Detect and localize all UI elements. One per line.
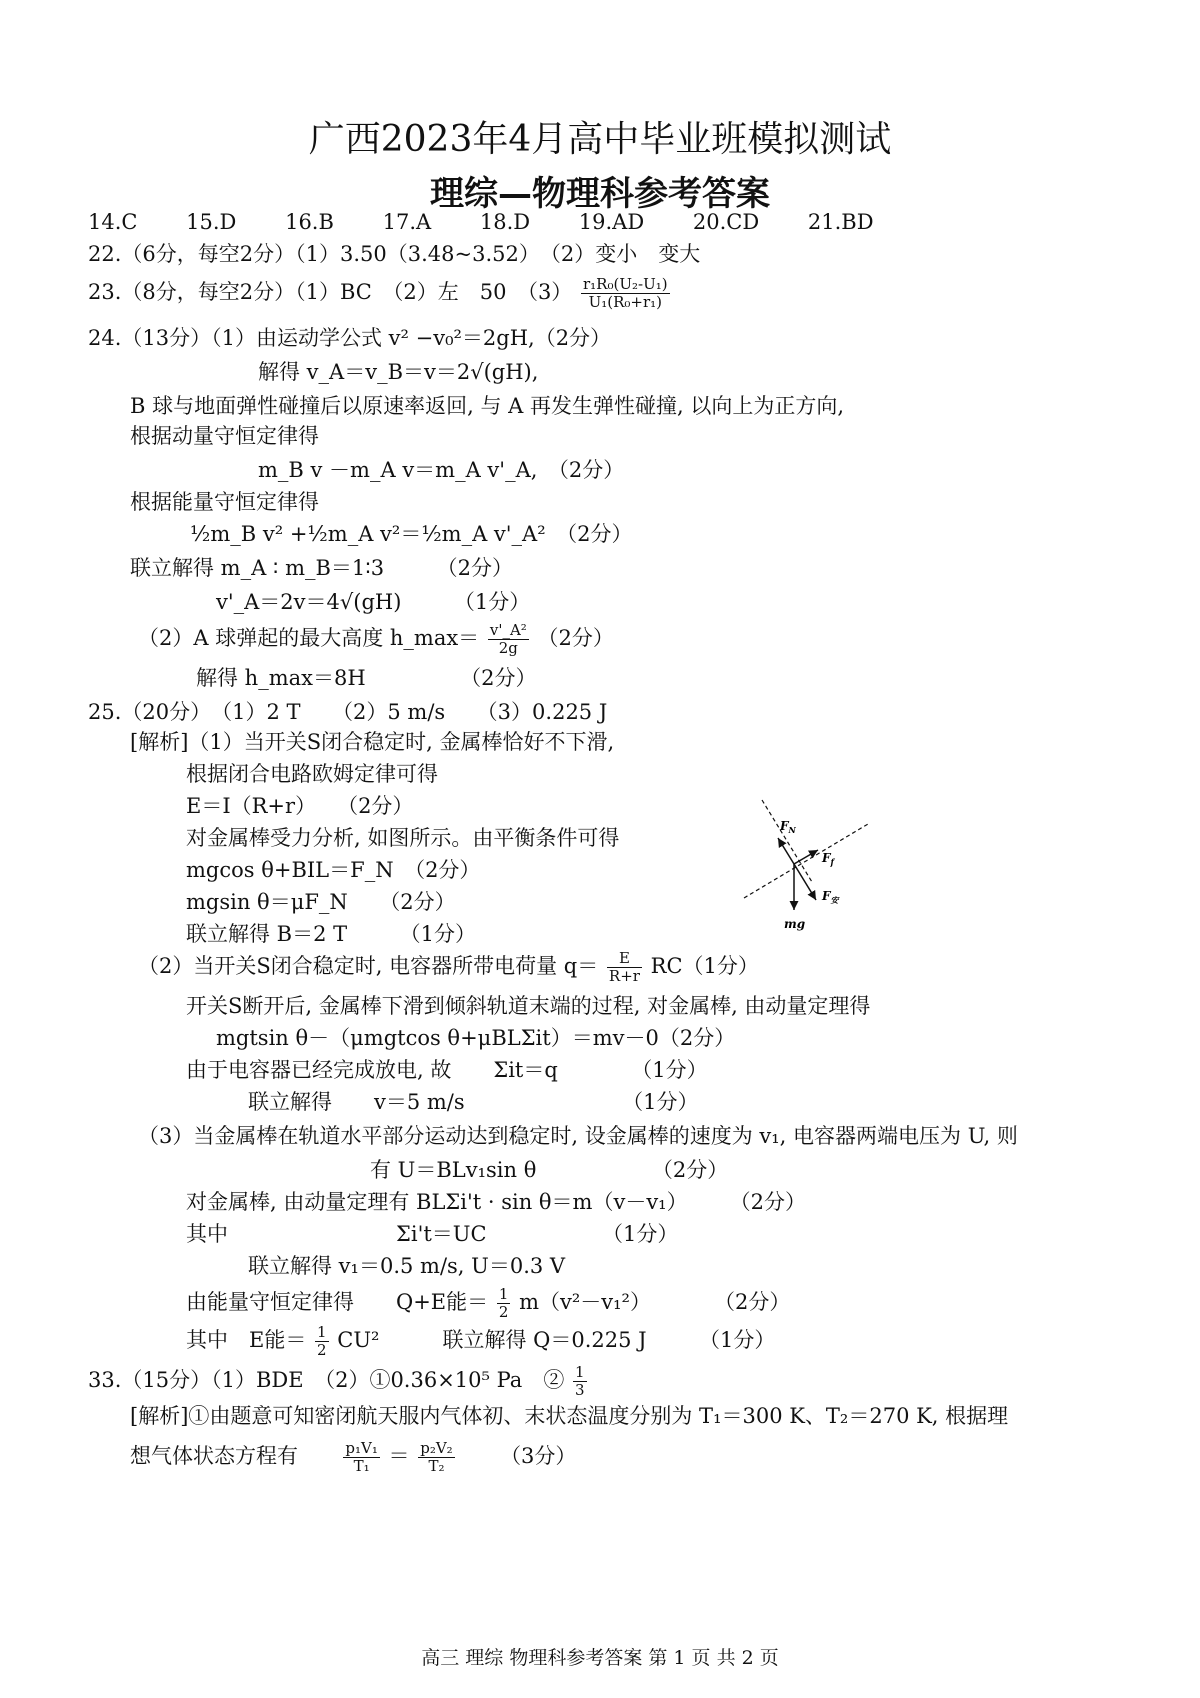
- mc-answer: 15.D: [186, 210, 237, 234]
- q25-line-20: [186, 1324, 775, 1359]
- fa-arrow: [794, 864, 816, 900]
- half-fraction-2: [315, 1324, 329, 1359]
- fn-arrow: [778, 838, 794, 864]
- q24-line-6: 根据能量守恒定律得: [130, 490, 319, 514]
- gas-fraction-1: [343, 1440, 379, 1475]
- q24-line-3: B 球与地面弹性碰撞后以原速率返回, 与 A 再发生弹性碰撞, 以向上为正方向,: [130, 394, 844, 418]
- page-footer: 高三 理综 物理科参考答案 第 1 页 共 2 页: [421, 1647, 779, 1669]
- q25-line-10: 开关S断开后, 金属棒下滑到倾斜轨道末端的过程, 对金属棒, 由动量定理得: [186, 994, 871, 1018]
- q24-line-7: ½m_B v² +½m_A v²＝½m_A v'_A² （2分）: [190, 522, 633, 546]
- mc-answer: 14.C: [88, 210, 138, 234]
- q23-fraction: [581, 276, 670, 311]
- third-den: 3: [575, 1381, 585, 1399]
- q25-line-9: [138, 950, 759, 985]
- ff-label: $F_f$: [822, 851, 834, 867]
- hmax-fraction: [488, 622, 529, 657]
- gas-frac-2-den: T₂: [428, 1457, 445, 1475]
- q25-line-12: 由于电容器已经完成放电, 故 Σit＝q （1分）: [186, 1058, 708, 1082]
- incline-dashed-line: [744, 824, 868, 898]
- gas-fraction-2: [418, 1440, 454, 1475]
- q33-l3-score: （3分）: [500, 1444, 577, 1468]
- gas-frac-1-num: p₁V₁: [345, 1439, 378, 1457]
- fn-label: $F_N$: [780, 819, 796, 835]
- page-title: 广西2023年4月高中毕业班模拟测试: [308, 119, 892, 160]
- mc-answer: 17.A: [382, 210, 432, 234]
- q24-line-4: 根据动量守恒定律得: [130, 424, 319, 448]
- hmax-frac-den: 2g: [498, 639, 518, 657]
- q25-l20-rest: CU² 联立解得 Q＝0.225 J （1分）: [337, 1328, 776, 1352]
- mc-answer: 18.D: [479, 210, 531, 234]
- mc-answer: 16.B: [285, 210, 334, 234]
- q25-line-18: 联立解得 v₁＝0.5 m/s, U＝0.3 V: [248, 1254, 566, 1278]
- q33-line-3: [130, 1440, 576, 1475]
- gas-frac-1-den: T₁: [353, 1457, 370, 1475]
- q25-line-3: 根据闭合电路欧姆定律可得: [186, 762, 438, 786]
- mc-answer: 19.AD: [578, 210, 645, 234]
- q23-frac-den: U₁(R₀+r₁): [588, 293, 662, 311]
- q25-line-17: 其中 Σi't＝UC （1分）: [186, 1222, 679, 1246]
- mc-answer: 20.CD: [692, 210, 760, 234]
- q25-l9-text: （2）当开关S闭合稳定时, 电容器所带电荷量 q＝: [138, 954, 599, 978]
- q25-line-15: 有 U＝BLv₁sin θ （2分）: [370, 1158, 729, 1182]
- q25-l9-score: RC（1分）: [650, 954, 759, 978]
- q25-line-16: 对金属棒, 由动量定理有 BLΣi't · sin θ＝m（v－v₁） （2分）: [186, 1190, 806, 1214]
- half-den-2: 2: [317, 1341, 327, 1359]
- fa-label: $F_安$: [822, 889, 839, 905]
- force-diagram: [740, 796, 890, 946]
- q25-line-13: 联立解得 v＝5 m/s （1分）: [248, 1090, 699, 1114]
- q25-line-5: 对金属棒受力分析, 如图所示。由平衡条件可得: [186, 826, 620, 850]
- q25-l19-text: 由能量守恒定律得 Q+E能＝: [186, 1290, 489, 1314]
- q24-line-8: 联立解得 m_A ∶ m_B＝1∶3 （2分）: [130, 556, 513, 580]
- q25-line-2: [解析]（1）当开关S闭合稳定时, 金属棒恰好不下滑,: [130, 730, 615, 754]
- q33-l3-text: 想气体状态方程有: [130, 1444, 298, 1468]
- charge-frac-num: E: [607, 950, 642, 968]
- mc-answer: 21.BD: [807, 210, 874, 234]
- q24-line-1: 24.（13分）（1）由运动学公式 v² −v₀²＝2gH,（2分）: [88, 326, 612, 350]
- q24-line-2: 解得 v_A＝v_B＝v＝2√(gH),: [258, 360, 539, 384]
- multiple-choice-answers: [88, 208, 916, 236]
- q24-line-9: v'_A＝2v＝4√(gH) （1分）: [216, 590, 531, 614]
- q25-line-19: [186, 1286, 790, 1321]
- q25-l19-rest: m（v²－v₁²） （2分）: [519, 1290, 791, 1314]
- q25-l20-text: 其中 E能＝: [186, 1328, 307, 1352]
- normal-dashed-line: [762, 800, 812, 882]
- q25-line-7: mgsin θ＝μF_N （2分）: [186, 890, 456, 914]
- q24-line-5: m_B v －m_A v＝m_A v'_A, （2分）: [258, 458, 625, 482]
- page-subtitle: 理综—物理科参考答案: [430, 174, 770, 214]
- q24-line-11: 解得 h_max＝8H （2分）: [196, 666, 537, 690]
- q24-l10-score: （2分）: [537, 626, 614, 650]
- half-fraction: [497, 1286, 511, 1321]
- q33-line-2: [解析]①由题意可知密闭航天服内气体初、末状态温度分别为 T₁＝300 K、T₂＝270 K, 根据理: [130, 1404, 1009, 1428]
- hmax-frac-num: v'_A²: [489, 621, 527, 639]
- gas-frac-2-num: p₂V₂: [420, 1439, 453, 1457]
- q23-frac-num: r₁R₀(U₂-U₁): [583, 275, 668, 293]
- third-num: 1: [575, 1363, 585, 1381]
- q24-line-10: [138, 622, 614, 657]
- mg-label: mg: [784, 917, 806, 931]
- gas-equals: ＝: [388, 1444, 410, 1468]
- q25-line-1: 25.（20分） （1）2 T （2）5 m/s （3）0.225 J: [88, 700, 608, 724]
- q25-line-6: mgcos θ+BIL＝F_N （2分）: [186, 858, 481, 882]
- ff-arrow: [794, 850, 818, 864]
- q23-text: 23.（8分，每空2分）（1）BC （2）左 50 （3）: [88, 280, 573, 304]
- charge-frac-den: R+r: [608, 967, 640, 985]
- q25-line-8: 联立解得 B＝2 T （1分）: [186, 922, 477, 946]
- q24-l10-text: （2）A 球弹起的最大高度 h_max＝: [138, 626, 480, 650]
- q33-line-1: [88, 1364, 589, 1399]
- q33-l1-text: 33.（15分）（1）BDE （2）①0.36×10⁵ Pa ②: [88, 1368, 565, 1392]
- q25-line-4: E＝I（R+r） （2分）: [186, 794, 414, 818]
- half-num-2: 1: [317, 1323, 327, 1341]
- third-fraction: [573, 1364, 587, 1399]
- q25-line-14: （3）当金属棒在轨道水平部分运动达到稳定时, 设金属棒的速度为 v₁, 电容器两端电压为 U, 则: [138, 1124, 1018, 1148]
- q23-answer: [88, 276, 672, 311]
- half-den: 2: [498, 1303, 509, 1321]
- charge-fraction: [607, 950, 642, 985]
- q22-answer: 22.（6分，每空2分）（1）3.50（3.48~3.52） （2）变小 变大: [88, 242, 701, 266]
- half-num: 1: [498, 1285, 509, 1303]
- q25-line-11: mgtsin θ－（μmgtcos θ+μBLΣit）＝mv－0（2分）: [216, 1026, 736, 1050]
